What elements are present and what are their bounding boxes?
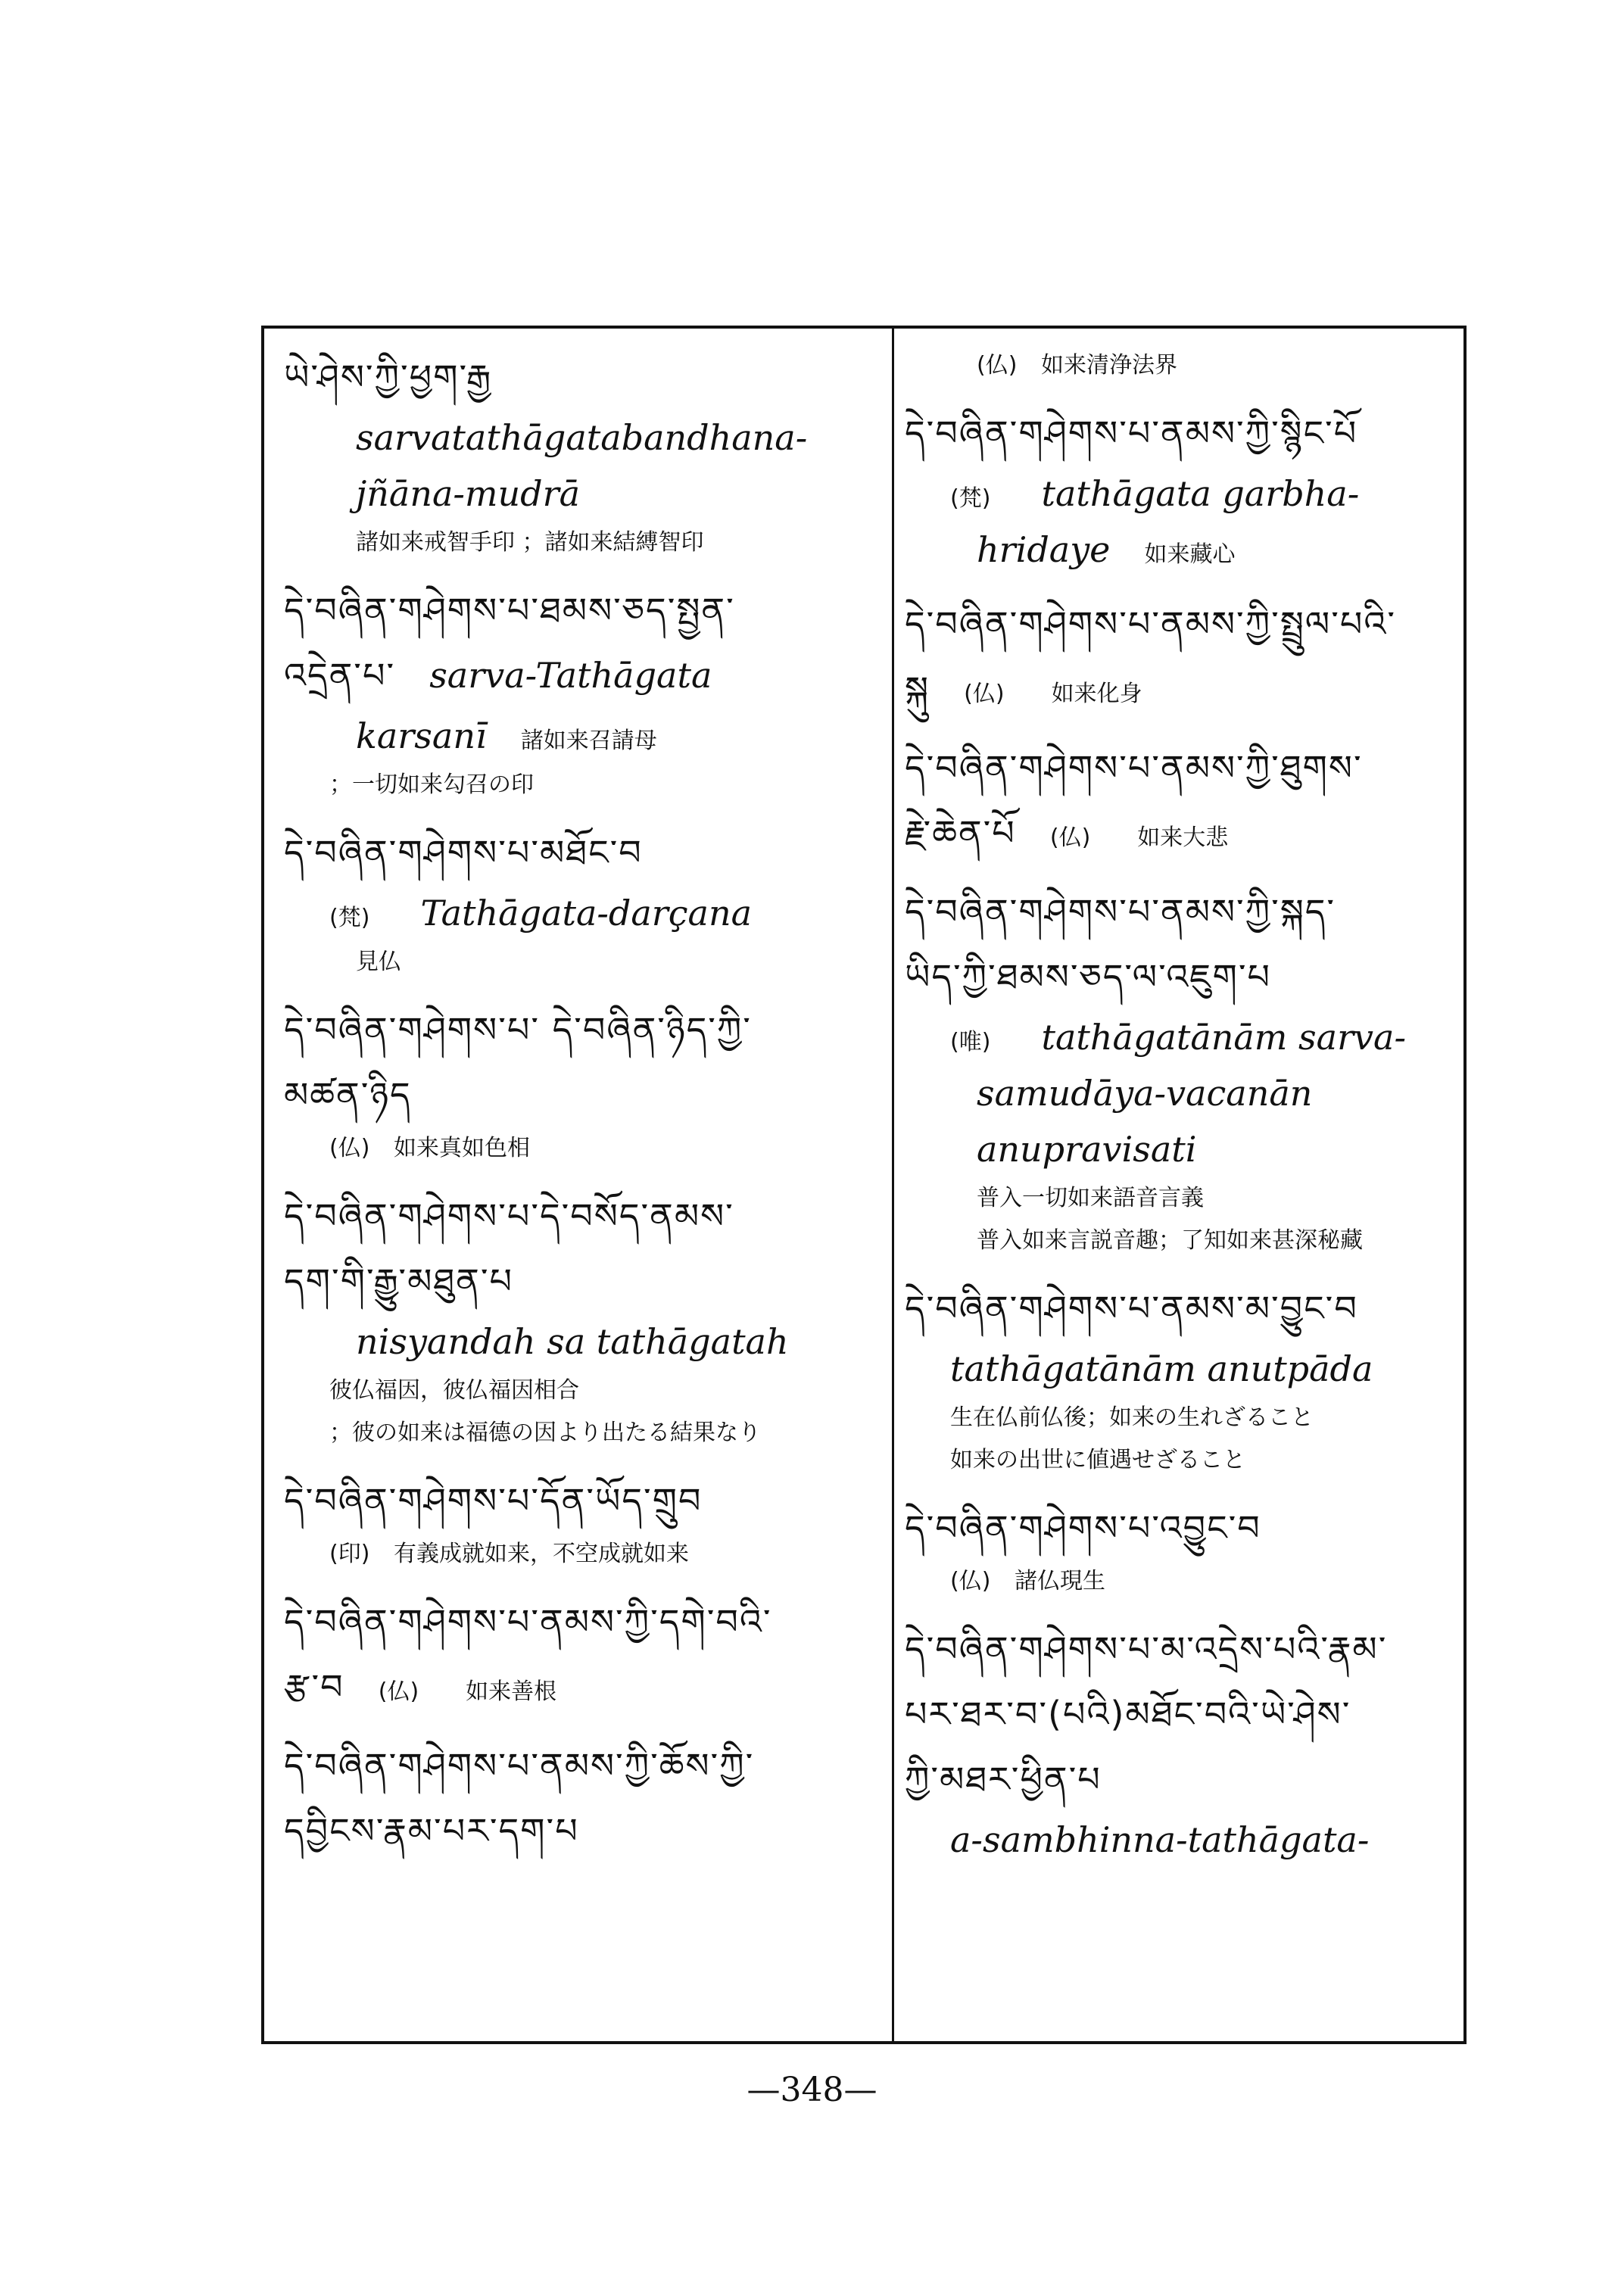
source-tag: (梵): [950, 485, 991, 512]
translation-text: 如来清浄法界: [1040, 352, 1177, 379]
source-tag: (唯): [950, 1029, 991, 1055]
tibetan-term: དེ་བཞིན་གཤེགས་པ་དེ་བསོད་ནམས་: [284, 1195, 734, 1236]
tibetan-term: དེ་བཞིན་གཤེགས་པ་ནམས་ཀྱི་སྐད་: [905, 891, 1336, 932]
translation-text: 有義成就如来，不空成就如来: [393, 1541, 689, 1567]
translation: 見仏: [356, 949, 401, 975]
tibetan-term-cont: རྩ་བ: [284, 1666, 344, 1707]
source-tag: (仏): [1049, 824, 1091, 851]
left-column: [284, 344, 882, 1877]
entry-kusala-mula: [284, 1589, 882, 1719]
source-tag: (仏): [964, 681, 1005, 707]
entry-asambhinna: [905, 1616, 1457, 1868]
tibetan-term-cont: དག་གི་རྒྱུ་མཐུན་པ: [284, 1261, 513, 1301]
tibetan-term-cont: ཡིད་ཀྱི་ཐམས་ཅད་ལ་འཇུག་པ: [905, 956, 1271, 997]
entry-anupravisati: [905, 879, 1457, 1262]
translation-text: 如来真如色相: [393, 1135, 530, 1161]
translation: 如来藏心: [1144, 541, 1236, 568]
translation-note: 如来の出世に値遇せざること: [950, 1447, 1245, 1473]
right-column: [905, 344, 1457, 1881]
translation-text: 如来善根: [466, 1678, 557, 1705]
source-tag: (仏): [977, 352, 1018, 379]
translation: 諸如来戒智手印 ；諸如来結縛智印: [356, 529, 704, 556]
tibetan-term-cont: ཀྱི་མཐར་ཕྱིན་པ: [905, 1759, 1102, 1800]
translation-note: 普入如来言説音趣；了知如来甚深秘藏: [977, 1227, 1363, 1254]
sanskrit-term: nisyandah sa tathāgatah: [356, 1321, 789, 1362]
translation: 生在仏前仏後；如来の生れざること: [950, 1404, 1314, 1431]
tibetan-term: དེ་བཞིན་གཤེགས་པ་དོན་ཡོད་གྲུབ: [284, 1480, 703, 1521]
entry-nisyanda: [284, 1183, 882, 1454]
entry-anutpada: [905, 1276, 1457, 1482]
translation: [1050, 824, 1228, 851]
tibetan-term-cont: མཚན་ཉིད: [284, 1074, 412, 1115]
entry-garbha: [905, 401, 1457, 578]
tibetan-term-cont: འདྲེན་པ་: [284, 655, 396, 696]
tibetan-term-cont: དབྱིངས་རྣམ་པར་དག་པ: [284, 1810, 579, 1851]
tibetan-term: དེ་བཞིན་གཤེགས་པ་འབྱུང་བ: [905, 1507, 1261, 1548]
translation-note: ；一切如来勾召の印: [329, 771, 534, 798]
entry-amoghasiddhi: [284, 1468, 882, 1576]
tibetan-term: དེ་བཞིན་གཤེགས་པ་ནམས་ཀྱི་ཆོས་ཀྱི་: [284, 1745, 755, 1786]
sanskrit-term-cont: jñāna-mudrā: [356, 473, 581, 514]
source-tag: (仏): [950, 1568, 991, 1594]
column-divider: [892, 326, 894, 2044]
tibetan-term: ཡེ་ཤེས་ཀྱི་ཕྱག་རྒྱ: [284, 357, 493, 397]
tibetan-term: དེ་བཞིན་གཤེགས་པ་ནམས་ཀྱི་སྙིང་པོ: [905, 413, 1358, 454]
sanskrit-term: tathāgatānām sarva-: [1041, 1017, 1407, 1058]
translation: [284, 1127, 882, 1170]
entry-dharmadhatu: [284, 1733, 882, 1863]
tibetan-term: དེ་བཞིན་གཤེགས་པ་ནམས་ཀྱི་ཐུགས་: [905, 747, 1363, 788]
sanskrit-term: a-sambhinna-tathāgata-: [950, 1819, 1370, 1860]
tibetan-term-cont: སྐུ: [905, 669, 930, 709]
sanskrit-term-cont: karsanī: [356, 715, 487, 756]
tibetan-term: དེ་བཞིན་གཤེགས་པ་ནམས་ཀྱི་དགེ་བའི་: [284, 1601, 772, 1642]
translation: 彼仏福因，彼仏福因相合: [329, 1377, 579, 1404]
entry-jnana-mudra: [284, 344, 882, 564]
tibetan-term: དེ་བཞིན་གཤེགས་པ་མ་འདྲེས་པའི་རྣམ་: [905, 1629, 1388, 1669]
sanskrit-term: sarva-Tathāgata: [429, 655, 712, 696]
translation: 普入一切如来語音言義: [977, 1185, 1204, 1211]
sanskrit-term: tathāgata garbha-: [1041, 473, 1360, 514]
tibetan-term-cont: རྗེ་ཆེན་པོ: [905, 812, 1016, 853]
translation: [284, 1533, 882, 1576]
tibetan-term: དེ་བཞིན་གཤེགས་པ་ནམས་ཀྱི་སྤྲུལ་པའི་: [905, 603, 1397, 644]
sanskrit-term-cont: anupravisati: [977, 1129, 1197, 1170]
translation-text: 如来大悲: [1137, 824, 1229, 851]
source-tag: (仏): [329, 1135, 370, 1161]
sanskrit-term-cont: hridaye: [977, 529, 1111, 570]
translation: [905, 1560, 1457, 1603]
page-number: —348—: [747, 2071, 877, 2109]
entry-dharmadhatu-cont: [905, 344, 1457, 387]
tibetan-term: དེ་བཞིན་གཤེགས་པ་མཐོང་བ: [284, 832, 643, 873]
source-tag: (印): [329, 1541, 370, 1567]
translation: [379, 1678, 556, 1705]
sanskrit-term: tathāgatānām anutpāda: [950, 1348, 1373, 1389]
source-tag: (仏): [378, 1678, 419, 1705]
entry-mahakaruna: [905, 735, 1457, 865]
sanskrit-term: Tathāgata-darçana: [420, 893, 753, 933]
translation-text: 如来化身: [1051, 681, 1142, 707]
translation-text: 諸仏現生: [1014, 1568, 1105, 1594]
translation: [964, 681, 1142, 707]
entry-tathata-laksana: [284, 997, 882, 1170]
entry-nirmanakaya: [905, 591, 1457, 722]
entry-utpada: [905, 1495, 1457, 1603]
sanskrit-term-cont: samudāya-vacanān: [977, 1073, 1313, 1114]
translation-note: ；彼の如来は福德の因より出たる結果なり: [329, 1420, 761, 1446]
tibetan-term: དེ་བཞིན་གཤེགས་པ་ཐམས་ཅད་སྤྱན་: [284, 590, 735, 631]
tibetan-term: དེ་བཞིན་གཤེགས་པ་ དེ་བཞིན་ཉིད་ཀྱི་: [284, 1009, 752, 1050]
sanskrit-term: sarvatathāgatabandhana-: [356, 417, 808, 458]
entry-karsani: [284, 578, 882, 806]
tibetan-term: དེ་བཞིན་གཤེགས་པ་ནམས་མ་བྱུང་བ: [905, 1288, 1358, 1329]
source-tag: (梵): [329, 905, 370, 931]
entry-darcana: [284, 820, 882, 983]
tibetan-term-cont: པར་ཐར་བ་(པའི)མཐོང་བའི་ཡེ་ཤེས་: [905, 1694, 1351, 1735]
translation: [905, 344, 1457, 387]
translation: 諸如来召請母: [520, 728, 657, 754]
